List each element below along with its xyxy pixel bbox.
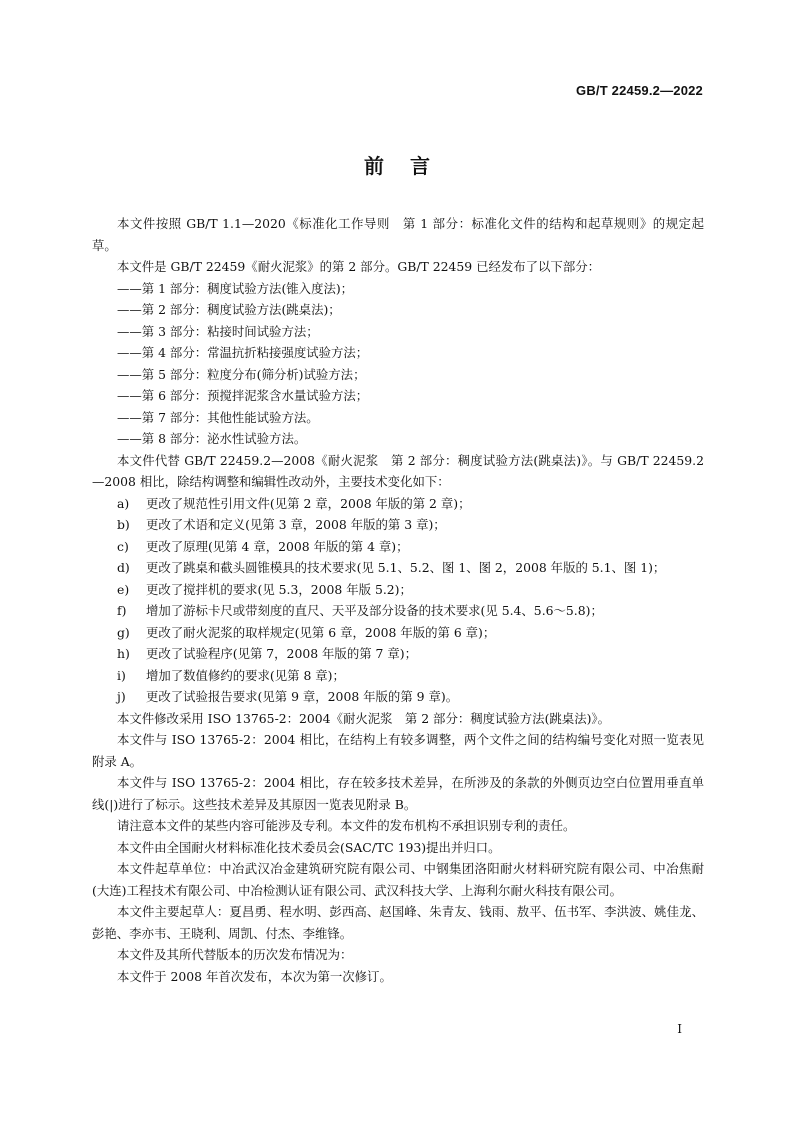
paragraph-series-intro: 本文件是 GB/T 22459《耐火泥浆》的第 2 部分。GB/T 22459 已经发布了以下部分： bbox=[117, 259, 600, 274]
item-label: e) bbox=[117, 581, 130, 597]
list-item bbox=[92, 622, 704, 644]
list-item bbox=[92, 536, 704, 558]
item-label: d) bbox=[117, 560, 130, 575]
list-item: ——第 7 部分：其他性能试验方法。 bbox=[117, 409, 319, 425]
changes-list bbox=[92, 493, 704, 708]
paragraph-replacement: 本文件代替 GB/T 22459.2—2008《耐火泥浆 第 2 部分：稠度试验方法(跳桌法)》。与 GB/T 22459.2—2008 相比，除结构调整和编辑性改动外，主要技术变化如下： bbox=[92, 452, 704, 489]
item-text: 更改了试验报告要求(见第 9 章，2008 年版的第 9 章)。 bbox=[146, 689, 459, 704]
paragraph-iso-adoption: 本文件修改采用 ISO 13765-2：2004《耐火泥浆 第 2 部分：稠度试验方法(跳桌法)》。 bbox=[117, 710, 610, 726]
paragraph-committee: 本文件由全国耐火材料标准化技术委员会(SAC/TC 193)提出并归口。 bbox=[117, 839, 501, 855]
item-text: 增加了游标卡尺或带刻度的直尺、天平及部分设备的技术要求(见 5.4、5.6～5.8)； bbox=[146, 603, 603, 618]
page-number: I bbox=[677, 1022, 682, 1036]
item-text: 更改了原理(见第 4 章，2008 年版的第 4 章)； bbox=[146, 538, 409, 554]
item-label: a) bbox=[117, 495, 130, 511]
list-item: ——第 8 部分：泌水性试验方法。 bbox=[117, 431, 307, 446]
paragraph-drafting-units: 本文件起草单位：中冶武汉冶金建筑研究院有限公司、中钢集团洛阳耐火材料研究院有限公司、中冶焦耐(大连)工程技术有限公司、中冶检测认证有限公司、武汉科技大学、上海利尔耐火科技有限公司。 bbox=[92, 861, 704, 898]
item-label: b) bbox=[117, 517, 130, 532]
paragraph-history: 本文件于 2008 年首次发布，本次为第一次修订。 bbox=[117, 968, 392, 984]
page-title: 前言 bbox=[364, 154, 456, 178]
list-item bbox=[92, 686, 704, 708]
item-text: 更改了术语和定义(见第 3 章，2008 年版的第 3 章)； bbox=[146, 517, 446, 532]
item-text: 更改了耐火泥浆的取样规定(见第 6 章，2008 年版的第 6 章)； bbox=[146, 624, 496, 640]
paragraph-structure-changes: 本文件与 ISO 13765-2：2004 相比，在结构上有较多调整，两个文件之间的结构编号变化对照一览表见附录 A。 bbox=[92, 732, 704, 769]
item-label: i) bbox=[117, 667, 126, 683]
list-item bbox=[92, 665, 704, 687]
item-text: 更改了规范性引用文件(见第 2 章，2008 年版的第 2 章)； bbox=[146, 495, 471, 511]
list-item bbox=[92, 557, 704, 579]
list-item: ——第 3 部分：粘接时间试验方法； bbox=[117, 323, 319, 339]
item-label: h) bbox=[117, 646, 130, 661]
list-item: ——第 2 部分：稠度试验方法(跳桌法)； bbox=[117, 302, 341, 317]
item-label: g) bbox=[117, 624, 130, 640]
list-item: ——第 5 部分：粒度分布(筛分析)试验方法； bbox=[117, 366, 366, 382]
item-text: 更改了试验程序(见第 7，2008 年版的第 7 章)； bbox=[146, 646, 417, 661]
item-text: 更改了搅拌机的要求(见 5.3，2008 年版 5.2)； bbox=[146, 581, 412, 597]
item-label: c) bbox=[117, 538, 129, 554]
paragraph-drafters: 本文件主要起草人：夏昌勇、程水明、彭西高、赵国峰、朱青友、钱雨、敖平、伍书军、李洪波、姚佳龙、彭艳、李亦韦、王晓利、周凯、付杰、李维锋。 bbox=[92, 904, 704, 941]
item-text: 增加了数值修约的要求(见第 8 章)； bbox=[146, 667, 345, 683]
item-text: 更改了跳桌和截头圆锥模具的技术要求(见 5.1、5.2、图 1、图 2，2008 年版的 5.1、图 1)； bbox=[146, 560, 666, 575]
item-label: j) bbox=[117, 689, 126, 704]
list-item bbox=[92, 643, 704, 665]
paragraph-history-intro: 本文件及其所代替版本的历次发布情况为： bbox=[117, 947, 353, 962]
list-item bbox=[92, 600, 704, 622]
list-item: ——第 6 部分：预搅拌泥浆含水量试验方法； bbox=[117, 388, 369, 403]
list-item bbox=[92, 493, 704, 515]
list-item bbox=[92, 579, 704, 601]
item-label: f) bbox=[117, 603, 127, 618]
list-item: ——第 1 部分：稠度试验方法(锥入度法)； bbox=[117, 280, 354, 296]
parts-list bbox=[92, 278, 704, 450]
paragraph-patent-notice: 请注意本文件的某些内容可能涉及专利。本文件的发布机构不承担识别专利的责任。 bbox=[117, 818, 576, 833]
list-item bbox=[92, 514, 704, 536]
paragraph-drafting-rules: 本文件按照 GB/T 1.1—2020《标准化工作导则 第 1 部分：标准化文件的结构和起草规则》的规定起草。 bbox=[92, 216, 704, 253]
standard-number: GB/T 22459.2—2022 bbox=[576, 83, 703, 98]
paragraph-technical-deviations: 本文件与 ISO 13765-2：2004 相比，存在较多技术差异，在所涉及的条款的外侧页边空白位置用垂直单线(|)进行了标示。这些技术差异及其原因一览表见附录 B。 bbox=[92, 775, 704, 812]
foreword-body bbox=[92, 213, 704, 987]
list-item: ——第 4 部分：常温抗折粘接强度试验方法； bbox=[117, 345, 369, 360]
